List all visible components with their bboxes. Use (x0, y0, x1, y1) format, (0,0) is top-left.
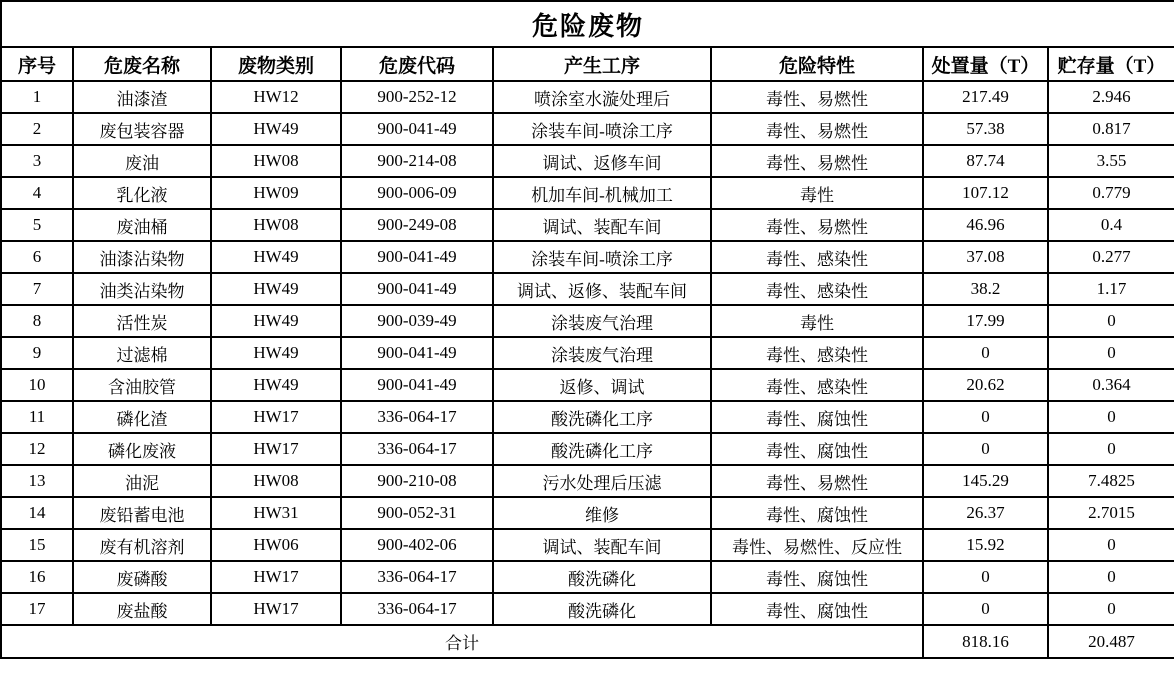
table-cell: HW06 (211, 529, 341, 561)
table-row (1, 369, 1174, 401)
table-row (1, 177, 1174, 209)
table-cell: 毒性、感染性 (711, 241, 923, 273)
table-cell: 38.2 (923, 273, 1048, 305)
table-cell: 机加车间-机械加工 (493, 177, 711, 209)
table-cell: HW31 (211, 497, 341, 529)
table-cell: 217.49 (923, 81, 1048, 113)
table-cell: 调试、装配车间 (493, 529, 711, 561)
table-cell: 4 (1, 177, 73, 209)
table-cell: 毒性、易燃性 (711, 145, 923, 177)
table-cell: 毒性、易燃性 (711, 209, 923, 241)
table-cell: HW49 (211, 305, 341, 337)
table-cell: 油漆渣 (73, 81, 211, 113)
table-cell: 酸洗磷化工序 (493, 401, 711, 433)
table-cell: 7 (1, 273, 73, 305)
table-row (1, 561, 1174, 593)
table-cell: 废磷酸 (73, 561, 211, 593)
table-row (1, 497, 1174, 529)
table-cell: HW09 (211, 177, 341, 209)
table-cell: 336-064-17 (341, 401, 493, 433)
table-cell: 毒性、感染性 (711, 369, 923, 401)
column-header-2: 危废名称 (73, 47, 211, 81)
table-cell: 磷化废液 (73, 433, 211, 465)
table-cell: 0.779 (1048, 177, 1174, 209)
column-header-3: 废物类别 (211, 47, 341, 81)
table-cell: 涂装车间-喷涂工序 (493, 241, 711, 273)
column-header-4: 危废代码 (341, 47, 493, 81)
table-cell: HW17 (211, 401, 341, 433)
table-row (1, 465, 1174, 497)
table-cell: 900-210-08 (341, 465, 493, 497)
table-title: 危险废物 (1, 1, 1174, 47)
table-cell: 废铅蓄电池 (73, 497, 211, 529)
table-row (1, 401, 1174, 433)
table-cell: 维修 (493, 497, 711, 529)
table-row (1, 593, 1174, 625)
table-cell: 900-249-08 (341, 209, 493, 241)
table-cell: HW49 (211, 273, 341, 305)
table-cell: 油泥 (73, 465, 211, 497)
table-cell: 900-041-49 (341, 273, 493, 305)
table-cell: 油类沾染物 (73, 273, 211, 305)
table-cell: 毒性、易燃性 (711, 465, 923, 497)
table-cell: 毒性、腐蚀性 (711, 561, 923, 593)
table-cell: 900-041-49 (341, 337, 493, 369)
table-cell: 9 (1, 337, 73, 369)
table-cell: 毒性 (711, 177, 923, 209)
table-cell: HW49 (211, 369, 341, 401)
table-cell: HW08 (211, 465, 341, 497)
table-cell: 毒性、腐蚀性 (711, 433, 923, 465)
table-cell: 16 (1, 561, 73, 593)
table-cell: 调试、返修车间 (493, 145, 711, 177)
table-cell: 900-052-31 (341, 497, 493, 529)
table-cell: 磷化渣 (73, 401, 211, 433)
table-cell: 毒性、易燃性 (711, 81, 923, 113)
table-cell: 毒性、易燃性 (711, 113, 923, 145)
table-cell: 0 (1048, 561, 1174, 593)
table-cell: 900-039-49 (341, 305, 493, 337)
table-cell: 涂装车间-喷涂工序 (493, 113, 711, 145)
table-cell: 0 (1048, 401, 1174, 433)
table-cell: 17 (1, 593, 73, 625)
table-row (1, 81, 1174, 113)
table-cell: 8 (1, 305, 73, 337)
table-cell: 污水处理后压滤 (493, 465, 711, 497)
table-cell: HW17 (211, 561, 341, 593)
table-cell: 毒性、腐蚀性 (711, 497, 923, 529)
table-cell: 12 (1, 433, 73, 465)
table-cell: 酸洗磷化 (493, 561, 711, 593)
table-cell: 26.37 (923, 497, 1048, 529)
table-cell: 酸洗磷化工序 (493, 433, 711, 465)
column-header-7: 处置量（T） (923, 47, 1048, 81)
table-cell: HW08 (211, 145, 341, 177)
table-cell: 毒性、腐蚀性 (711, 593, 923, 625)
table-cell: 0 (923, 337, 1048, 369)
table-cell: 乳化液 (73, 177, 211, 209)
table-cell: 15.92 (923, 529, 1048, 561)
table-cell: 900-041-49 (341, 369, 493, 401)
table-cell: 0.364 (1048, 369, 1174, 401)
table-cell: 0.4 (1048, 209, 1174, 241)
table-cell: 900-402-06 (341, 529, 493, 561)
table-cell: 37.08 (923, 241, 1048, 273)
table-cell: 900-006-09 (341, 177, 493, 209)
table-cell: 336-064-17 (341, 561, 493, 593)
table-cell: 46.96 (923, 209, 1048, 241)
table-cell: 900-214-08 (341, 145, 493, 177)
table-cell: 14 (1, 497, 73, 529)
table-cell: 过滤棉 (73, 337, 211, 369)
table-cell: 87.74 (923, 145, 1048, 177)
table-cell: 10 (1, 369, 73, 401)
table-cell: 0 (923, 593, 1048, 625)
table-cell: 废盐酸 (73, 593, 211, 625)
table-cell: 6 (1, 241, 73, 273)
table-cell: HW49 (211, 337, 341, 369)
table-cell: 酸洗磷化 (493, 593, 711, 625)
column-header-8: 贮存量（T） (1048, 47, 1174, 81)
table-cell: 0 (1048, 337, 1174, 369)
table-cell: 0.817 (1048, 113, 1174, 145)
table-cell: 3 (1, 145, 73, 177)
table-cell: HW08 (211, 209, 341, 241)
table-cell: 毒性、感染性 (711, 273, 923, 305)
table-row (1, 113, 1174, 145)
table-cell: HW17 (211, 593, 341, 625)
table-cell: 废油桶 (73, 209, 211, 241)
column-header-6: 危险特性 (711, 47, 923, 81)
table-cell: 145.29 (923, 465, 1048, 497)
table-row (1, 529, 1174, 561)
header-row (1, 47, 1174, 81)
table-cell: 15 (1, 529, 73, 561)
title-row (1, 1, 1174, 47)
table-cell: 2.7015 (1048, 497, 1174, 529)
table-cell: 5 (1, 209, 73, 241)
table-cell: HW49 (211, 113, 341, 145)
total-label: 合计 (1, 625, 923, 658)
table-cell: HW49 (211, 241, 341, 273)
table-cell: HW17 (211, 433, 341, 465)
table-cell: 废有机溶剂 (73, 529, 211, 561)
table-cell: 涂装废气治理 (493, 305, 711, 337)
table-row (1, 433, 1174, 465)
column-header-1: 序号 (1, 47, 73, 81)
table-cell: HW12 (211, 81, 341, 113)
table-cell: 0 (1048, 305, 1174, 337)
table-cell: 11 (1, 401, 73, 433)
table-cell: 336-064-17 (341, 593, 493, 625)
table-cell: 2.946 (1048, 81, 1174, 113)
table-cell: 57.38 (923, 113, 1048, 145)
table-cell: 返修、调试 (493, 369, 711, 401)
table-cell: 20.62 (923, 369, 1048, 401)
table-row (1, 337, 1174, 369)
table-cell: 毒性、易燃性、反应性 (711, 529, 923, 561)
table-row (1, 241, 1174, 273)
table-cell: 含油胶管 (73, 369, 211, 401)
table-cell: 废包装容器 (73, 113, 211, 145)
table-cell: 900-041-49 (341, 241, 493, 273)
table-cell: 调试、返修、装配车间 (493, 273, 711, 305)
table-cell: 0 (1048, 593, 1174, 625)
table-cell: 336-064-17 (341, 433, 493, 465)
table-cell: 13 (1, 465, 73, 497)
table-cell: 调试、装配车间 (493, 209, 711, 241)
table-cell: 油漆沾染物 (73, 241, 211, 273)
table-row (1, 209, 1174, 241)
total-row (1, 625, 1174, 658)
table-cell: 0 (923, 433, 1048, 465)
table-cell: 活性炭 (73, 305, 211, 337)
table-cell: 17.99 (923, 305, 1048, 337)
total-disposal-value: 818.16 (923, 625, 1048, 658)
table-cell: 0 (923, 401, 1048, 433)
table-row (1, 305, 1174, 337)
table-row (1, 145, 1174, 177)
table-cell: 涂装废气治理 (493, 337, 711, 369)
table-cell: 0.277 (1048, 241, 1174, 273)
table-cell: 7.4825 (1048, 465, 1174, 497)
table-row (1, 273, 1174, 305)
table-cell: 0 (1048, 529, 1174, 561)
table-cell: 3.55 (1048, 145, 1174, 177)
table-cell: 毒性、感染性 (711, 337, 923, 369)
table-cell: 废油 (73, 145, 211, 177)
table-cell: 2 (1, 113, 73, 145)
table-cell: 900-041-49 (341, 113, 493, 145)
table-cell: 900-252-12 (341, 81, 493, 113)
table-cell: 1.17 (1048, 273, 1174, 305)
table-cell: 毒性、腐蚀性 (711, 401, 923, 433)
column-header-5: 产生工序 (493, 47, 711, 81)
table-cell: 0 (1048, 433, 1174, 465)
table-cell: 毒性 (711, 305, 923, 337)
total-storage-value: 20.487 (1048, 625, 1174, 658)
table-cell: 1 (1, 81, 73, 113)
table-cell: 0 (923, 561, 1048, 593)
table-cell: 107.12 (923, 177, 1048, 209)
table-cell: 喷涂室水漩处理后 (493, 81, 711, 113)
